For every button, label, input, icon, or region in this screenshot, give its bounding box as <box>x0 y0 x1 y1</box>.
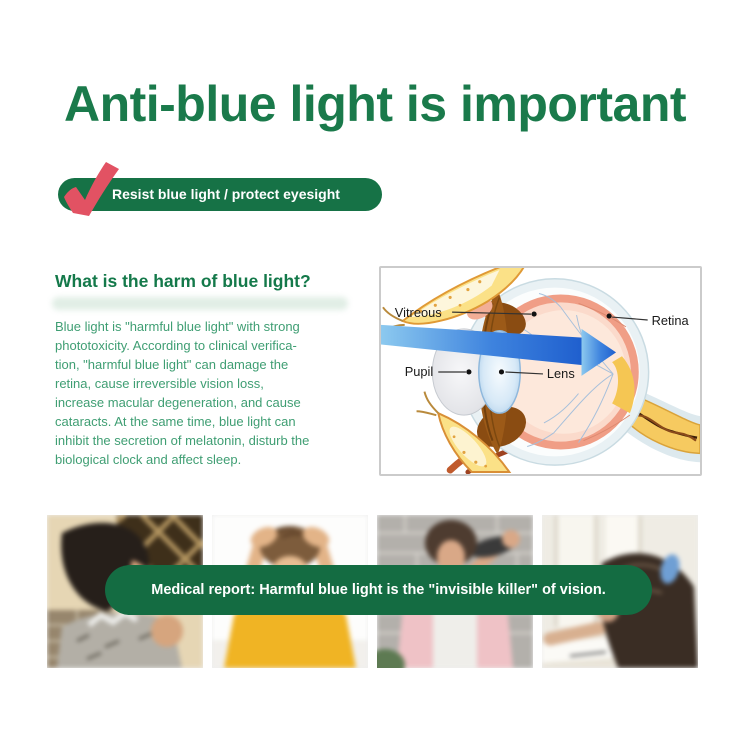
page-title: Anti-blue light is important <box>63 76 687 132</box>
heading-ghost-watermark <box>52 297 348 310</box>
lens-label: Lens <box>546 365 575 381</box>
body-line: inhibit the secretion of melatonin, disturb the <box>55 433 310 448</box>
body-line: retina, cause irreversible vision loss, <box>55 376 264 391</box>
badge-label: Resist blue light / protect eyesight <box>112 186 340 202</box>
banner-label: Medical report: Harmful blue light is the "invisible killer" of vision. <box>151 582 606 598</box>
resist-blue-light-badge <box>58 160 398 220</box>
vitreous-label: Vitreous <box>394 305 442 321</box>
medical-report-banner <box>105 565 652 615</box>
retina-label: Retina <box>651 312 689 328</box>
checkmark-icon <box>61 160 121 218</box>
pupil-label: Pupil <box>404 363 434 379</box>
body-line: biological clock and affect sleep. <box>55 452 242 467</box>
body-line: Blue light is "harmful blue light" with strong <box>55 319 300 334</box>
harm-section-body <box>55 317 375 469</box>
eye-anatomy-diagram <box>379 266 702 476</box>
body-line: increase macular degeneration, and cause <box>55 395 301 410</box>
body-line: cataracts. At the same time, blue light can <box>55 414 296 429</box>
body-line: phototoxicity. According to clinical verifica- <box>55 338 297 353</box>
body-line: tion, "harmful blue light" can damage the <box>55 357 289 372</box>
harm-section-heading: What is the harm of blue light? <box>55 271 311 291</box>
